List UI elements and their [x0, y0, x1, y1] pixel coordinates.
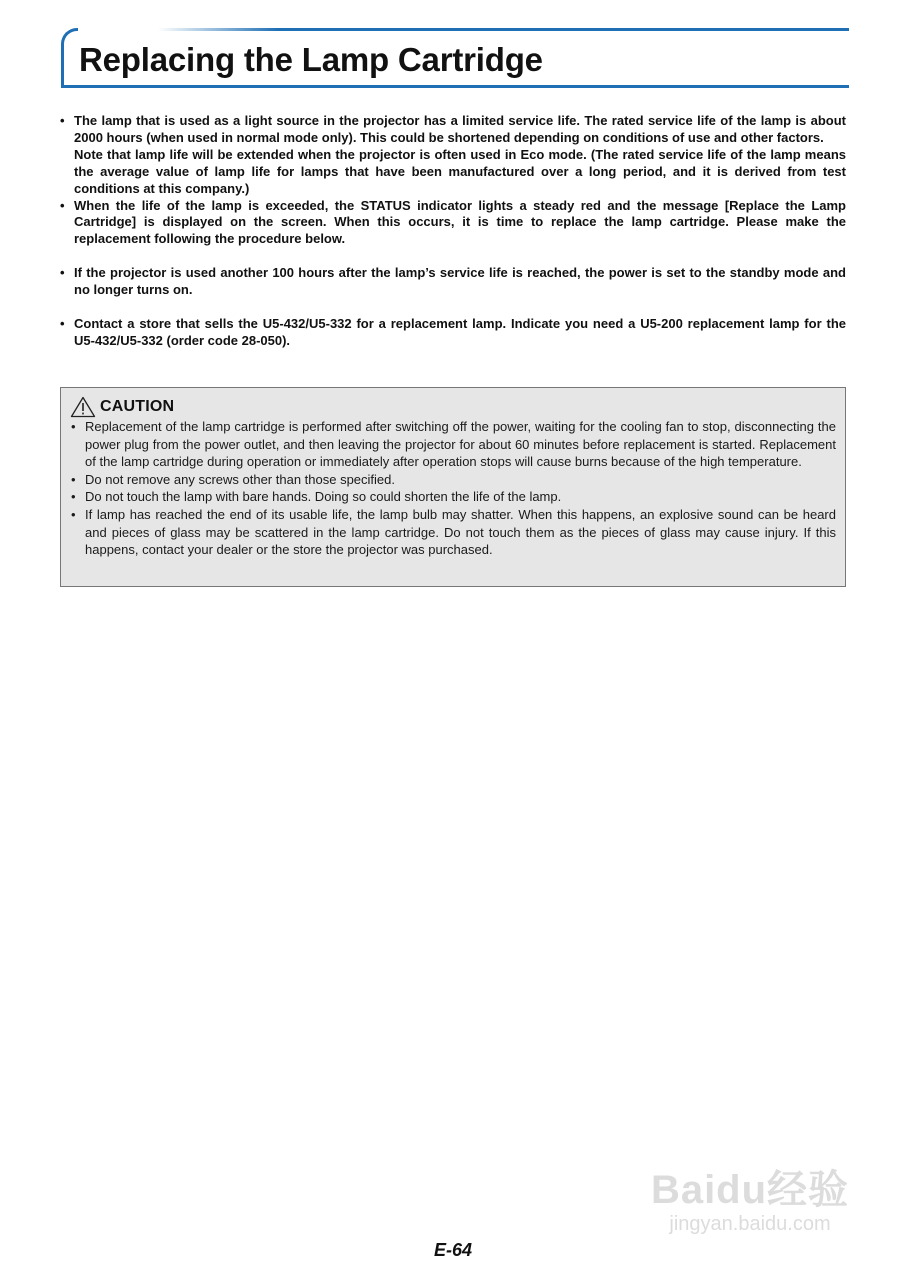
bullet-icon: •	[71, 419, 76, 434]
caution-text: Replacement of the lamp cartridge is performed after switching off the power, waiting for the cooling fan to stop, disconnecting the power plug from the power outlet, and then leaving the projector for about 60 minutes before replacement is started. Replacement of the lamp cartridge during operation or immediately after operation stops will cause burns because of the high temperature.	[85, 419, 836, 470]
caution-text: Do not remove any screws other than those specified.	[85, 471, 395, 487]
bullet-icon: •	[71, 471, 76, 487]
bullet-text: If the projector is used another 100 hours after the lamp’s service life is reached, the power is set to the standby mode and no longer turns on.	[74, 265, 846, 298]
main-content	[58, 113, 846, 350]
bullet-icon: •	[71, 506, 76, 522]
watermark-logo: Baidu经验	[650, 1168, 850, 1212]
list-item	[70, 506, 836, 559]
page-title: Replacing the Lamp Cartridge	[79, 41, 543, 78]
caution-header	[70, 396, 836, 418]
warning-triangle-icon	[70, 396, 96, 418]
caution-text: If lamp has reached the end of its usable life, the lamp bulb may shatter. When this happens, an explosive sound can be heard and pieces of glass may be scattered in the lamp cartridge. Do not touch them as the pieces of glass may cause injury. If this happens, contact your dealer or the store the projector was purchased.	[85, 506, 836, 558]
bullet-text: Note that lamp life will be extended when the projector is often used in Eco mode. (The rated service life of the lamp means the average value of lamp life for lamps that have been manufactured over a long period, and it is derived from test conditions at this company.)	[74, 146, 846, 196]
caution-box	[60, 387, 846, 587]
list-item	[58, 198, 846, 249]
list-item	[70, 488, 836, 506]
list-item	[58, 265, 846, 299]
list-item	[58, 113, 846, 198]
list-item	[70, 471, 836, 489]
spacer	[58, 248, 846, 265]
bullet-icon: •	[60, 265, 65, 281]
page-number: E-64	[433, 1240, 473, 1260]
info-bullet-list	[58, 113, 846, 350]
caution-text: Do not touch the lamp with bare hands. Doing so could shorten the life of the lamp.	[85, 489, 562, 505]
bullet-icon: •	[60, 316, 65, 332]
bullet-icon: •	[60, 113, 65, 128]
spacer	[58, 299, 846, 316]
bullet-icon: •	[71, 489, 76, 505]
caution-list	[70, 418, 836, 559]
bullet-text: The lamp that is used as a light source in the projector has a limited service life. The rated service life of the lamp is about 2000 hours (when used in normal mode only). This could be shortened depending on conditions of use and other factors.	[74, 113, 846, 145]
bullet-icon: •	[60, 197, 65, 213]
baidu-watermark	[640, 1140, 860, 1250]
caution-title: CAUTION	[100, 398, 175, 415]
title-frame-fade	[78, 24, 278, 31]
watermark-url: jingyan.baidu.com	[669, 1213, 831, 1235]
bullet-text: Contact a store that sells the U5-432/U5-332 for a replacement lamp. Indicate you need a U5-200 replacement lamp for the U5-432/U5-332 (order code 28-050).	[74, 316, 846, 348]
list-item	[70, 418, 836, 471]
bullet-text: When the life of the lamp is exceeded, the STATUS indicator lights a steady red and the message [Replace the Lamp Cartridge] is displayed on the screen. When this occurs, it is time to replace the lamp cartridge. Please make the replacement following the procedure below.	[74, 197, 846, 247]
list-item	[58, 316, 846, 350]
